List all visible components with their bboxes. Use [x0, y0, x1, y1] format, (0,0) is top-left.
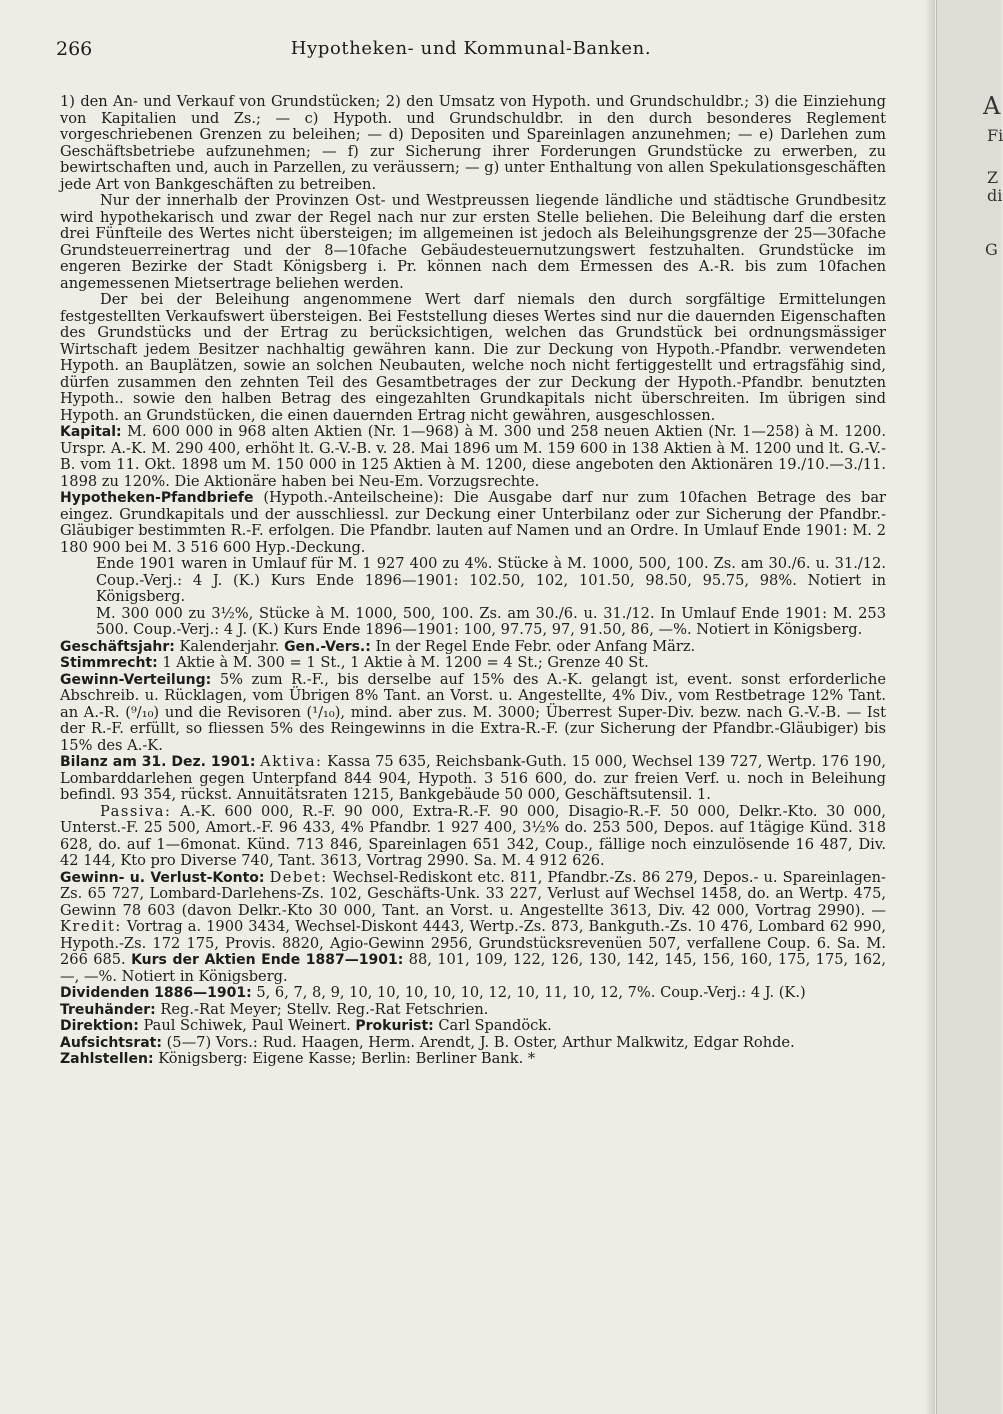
pfandbriefe-label: Hypotheken-Pfandbriefe	[60, 490, 254, 506]
pfandbriefe-entry	[60, 490, 886, 556]
margin-fragment-a: A	[983, 92, 1001, 120]
gewinn-label: Gewinn-Verteilung:	[60, 671, 212, 688]
document-body	[60, 94, 886, 1068]
aktiva-text: Kassa 75 635, Reichsbank-Guth. 15 000, Wechsel 139 727, Wertp. 176 190, Lombarddarlehen gegen Unterpfand 844 904, Hypoth. 3 516 600, do. zur freien Verf. u. noch in Beleihung befindl. 93 354, rückst. Annuitätsraten 1215, Bankgebäude 50 000, Geschäftsutensil. 1.	[60, 753, 887, 803]
pfandbriefe-sub-1: Ende 1901 waren in Umlauf für M. 1 927 400 zu 4%. Stücke à M. 1000, 500, 100. Zs. am 30./6. u. 31./12. Coup.-Verj.: 4 J. (K.) Kurs Ende 1896—1901: 102.50, 102, 101.50, 98.50, 95.75, 98%. Notiert in Königsberg.	[96, 555, 886, 605]
gen-vers-text: In der Regel Ende Febr. oder Anfang März.	[375, 637, 696, 655]
page-header	[56, 38, 886, 62]
kapital-entry	[60, 424, 886, 490]
gewinn-text: 5% zum R.-F., bis derselbe auf 15% des A.-K. gelangt ist, event. sonst erforderliche Abschreib. u. Rücklagen, vom Übrigen 8% Tant. an Vorst. u. Angestellte, 4% Div., vom Restbetrage 12% Tant. an A.-R. (⁹/₁₀) und die Revisoren (¹/₁₀), mind. aber zus. M. 3000; Überrest Super-Div. bezw. nach G.-V.-B. — Ist der R.-F. erfüllt, so fliessen 5% des Reingewinns in die Extra-R.-F. (zur Sicherung der Pfandbr.-Gläubiger) bis 15% des A.-K.	[60, 670, 886, 754]
zahlstellen-entry	[60, 1051, 886, 1068]
pfandbriefe-sub-2: M. 300 000 zu 3½%, Stücke à M. 1000, 500, 100. Zs. am 30./6. u. 31./12. In Umlauf Ende 1901: M. 253 500. Coup.-Verj.: 4 J. (K.) Kurs Ende 1896—1901: 100, 97.75, 97, 91.50, 86, —%. Notiert in Königsberg.	[96, 604, 886, 638]
zahlstellen-label: Zahlstellen:	[60, 1051, 154, 1067]
passiva-entry	[60, 804, 886, 870]
treuhaender-entry	[60, 1002, 886, 1019]
binding-shadow	[925, 0, 935, 1414]
prokurist-label: Prokurist:	[355, 1018, 434, 1034]
kurs-text: 88, 101, 109, 122, 126, 130, 142, 145, 156, 160, 175, 175, 162, —, —%. Notiert in Königsberg.	[60, 951, 887, 985]
kredit-label: Kredit:	[60, 918, 122, 935]
margin-fragment-fi: Fi	[987, 126, 1003, 145]
passiva-label: Passiva:	[100, 802, 172, 820]
debet-text: Wechsel-Rediskont etc. 811, Pfandbr.-Zs. 86 279, Depos.- u. Spareinlagen-Zs. 65 727, Lombard-Darlehens-Zs. 102, Geschäfts-Unk. 33 227, Verlust auf Wechsel 1458, do. an Wertp. 475, Gewinn 78 603 (davon Delkr.-Kto 30 000, Tant. an Vorst. u. Angestellte 3613, Div. 42 000, Vortrag 2990). —	[60, 868, 886, 919]
stimmrecht-text: 1 Aktie à M. 300 = 1 St., 1 Aktie à M. 1200 = 4 St.; Grenze 40 St.	[162, 654, 649, 671]
aufsichtsrat-label: Aufsichtsrat:	[60, 1034, 162, 1051]
geschaeftsjahr-label: Geschäftsjahr:	[60, 638, 175, 655]
kredit-text: Vortrag a. 1900 3434, Wechsel-Diskont 4443, Wertp.-Zs. 873, Bankguth.-Zs. 10 476, Lombard 62 990, Hypoth.-Zs. 172 175, Provis. 8820, Agio-Gewinn 2956, Grundstücksrevenüen 507, verfallene Coup. 6. Sa. M. 266 685.	[60, 918, 886, 968]
kurs-label: Kurs der Aktien Ende 1887—1901:	[131, 952, 404, 968]
zahlstellen-text: Königsberg: Eigene Kasse; Berlin: Berliner Bank. *	[158, 1050, 536, 1067]
direktion-entry	[60, 1018, 886, 1035]
intro-paragraph-3: Der bei der Beleihung angenommene Wert darf niemals den durch sorgfältige Ermittelungen festgestellten Verkaufswert übersteigen. Bei Feststellung dieses Wertes sind nur die dauernden Eigenschaften des Grundstücks und der Ertrag zu berücksichtigen, welchen das Grundstück bei ordnungsmässiger Wirtschaft jedem Besitzer nachhaltig gewähren kann. Die zur Deckung von Hypoth.-Pfandbr. verwendeten Hypoth. an Bauplätzen, sowie an solchen Neubauten, welche noch nicht fertiggestellt und ertragsfähig sind, dürfen zusammen den zehnten Teil des Gesamtbetrages der zur Deckung der Hypoth.-Pfandbr. benutzten Hypoth.. sowie den halben Betrag des eingezahlten Grundkapitals nicht überschreiten. Im übrigen sind Hypoth. an Grundstücken, die einen dauernden Ertrag nicht gewähren, ausgeschlossen.	[60, 291, 886, 424]
margin-fragment-z: Z	[987, 168, 999, 187]
intro-paragraph-1: 1) den An- und Verkauf von Grundstücken; 2) den Umsatz von Hypoth. und Grundschuldbr.; 3) die Einziehung von Kapitalien und Zs.; — c) Hypoth. und Grundschuldbr. in den durch besonderes Reglement vorgeschriebenen Grenzen zu beleihen; — d) Depositen und Spareinlagen anzunehmen; — e) Darlehen zum Geschäftsbetriebe aufzunehmen; — f) zur Sicherung ihrer Forderungen Grundstücke zu erwerben, zu bewirtschaften und, auch in Parzellen, zu veräussern; — g) unter Enthaltung von allen Spekulationsgeschäften jede Art von Bankgeschäften zu betreiben.	[60, 93, 886, 193]
debet-label: Debet:	[269, 868, 328, 886]
stimmrecht-label: Stimmrecht:	[60, 655, 158, 671]
treuhaender-label: Treuhänder:	[60, 1001, 156, 1018]
passiva-text: A.-K. 600 000, R.-F. 90 000, Extra-R.-F. 90 000, Disagio-R.-F. 50 000, Delkr.-Kto. 30 000, Unterst.-F. 25 500, Amort.-F. 96 433, 4% Pfandbr. 1 927 400, 3½% do. 253 500, Depos. auf 1tägige Künd. 318 628, do. auf 1—6monat. Künd. 713 846, Spareinlagen 651 342, Coup., fällige noch einzulösende 16 487, Div. 42 144, Kto pro Diverse 740, Tant. 3613, Vortrag 2990. Sa. M. 4 912 626.	[60, 802, 887, 869]
prokurist-text: Carl Spandöck.	[438, 1017, 552, 1034]
dividenden-entry	[60, 985, 886, 1002]
dividenden-label: Dividenden 1886—1901:	[60, 985, 252, 1001]
kapital-text: M. 600 000 in 968 alten Aktien (Nr. 1—968) à M. 300 und 258 neuen Aktien (Nr. 1—258) à M. 1200. Urspr. A.-K. M. 290 400, erhöht lt. G.-V.-B. v. 28. Mai 1896 um M. 159 600 in 138 Aktien à M. 1200 und lt. G.-V.-B. vom 11. Okt. 1898 um M. 150 000 in 125 Aktien à M. 1200, diese angeboten den Aktionären 19./10.—3./11. 1898 zu 120%. Die Aktionäre haben bei Neu-Em. Vorzugsrechte.	[60, 423, 886, 490]
guv-label: Gewinn- u. Verlust-Konto:	[60, 869, 265, 886]
guv-entry	[60, 870, 886, 986]
pfandbriefe-text: (Hypoth.-Anteilscheine): Die Ausgabe darf nur zum 10fachen Betrage des bar eingez. Grundkapitals und der ausschliessl. zur Deckung einer Unterbilanz oder zur Sicherung der Pfandbr.-Gläubiger bestimmten R.-F. erfolgen. Die Pfandbr. lauten auf Namen und an Ordre. In Umlauf Ende 1901: M. 2 180 900 bei M. 3 516 600 Hyp.-Deckung.	[60, 489, 887, 556]
kapital-label: Kapital:	[60, 424, 122, 440]
bilanz-label: Bilanz am 31. Dez. 1901:	[60, 754, 256, 770]
aktiva-label: Aktiva:	[260, 753, 323, 770]
dividenden-text: 5, 6, 7, 8, 9, 10, 10, 10, 10, 10, 12, 10, 11, 10, 12, 7%. Coup.-Verj.: 4 J. (K.)	[256, 984, 806, 1001]
margin-fragment-di: di	[987, 186, 1003, 205]
geschaeftsjahr-entry	[60, 639, 886, 656]
aufsichtsrat-text: (5—7) Vors.: Rud. Haagen, Herm. Arendt, J. B. Oster, Arthur Malkwitz, Edgar Rohde.	[166, 1033, 795, 1051]
gen-vers-label: Gen.-Vers.:	[284, 638, 371, 655]
treuhaender-text: Reg.-Rat Meyer; Stellv. Reg.-Rat Fetschrien.	[160, 1000, 489, 1018]
margin-fragment-g: G	[985, 240, 998, 259]
page-number: 266	[56, 38, 93, 60]
gewinn-entry	[60, 672, 886, 755]
direktion-text: Paul Schiwek, Paul Weinert.	[143, 1017, 351, 1034]
running-head: Hypotheken- und Kommunal-Banken.	[290, 38, 652, 59]
intro-paragraph-2: Nur der innerhalb der Provinzen Ost- und Westpreussen liegende ländliche und städtische Grundbesitz wird hypothekarisch und zwar der Regel nach nur zur ersten Stelle beliehen. Die Beleihung darf die ersten drei Fünfteile des Wertes nicht übersteigen; im allgemeinen ist jedoch als Beleihungsgrenze der 25—30fache Grundsteuerreinertrag und der 8—10fache Gebäudesteuernutzungswert festzuhalten. Grundstücke im engeren Bezirke der Stadt Königsberg i. Pr. können nach dem Ermessen des A.-R. bis zum 10fachen angemessenen Mietsertrage beliehen werden.	[60, 192, 886, 292]
direktion-label: Direktion:	[60, 1018, 139, 1034]
geschaeftsjahr-text: Kalenderjahr.	[179, 637, 280, 655]
bilanz-entry	[60, 754, 886, 804]
adjacent-page-edge	[936, 0, 1001, 1414]
stimmrecht-entry	[60, 655, 886, 672]
aufsichtsrat-entry	[60, 1035, 886, 1052]
